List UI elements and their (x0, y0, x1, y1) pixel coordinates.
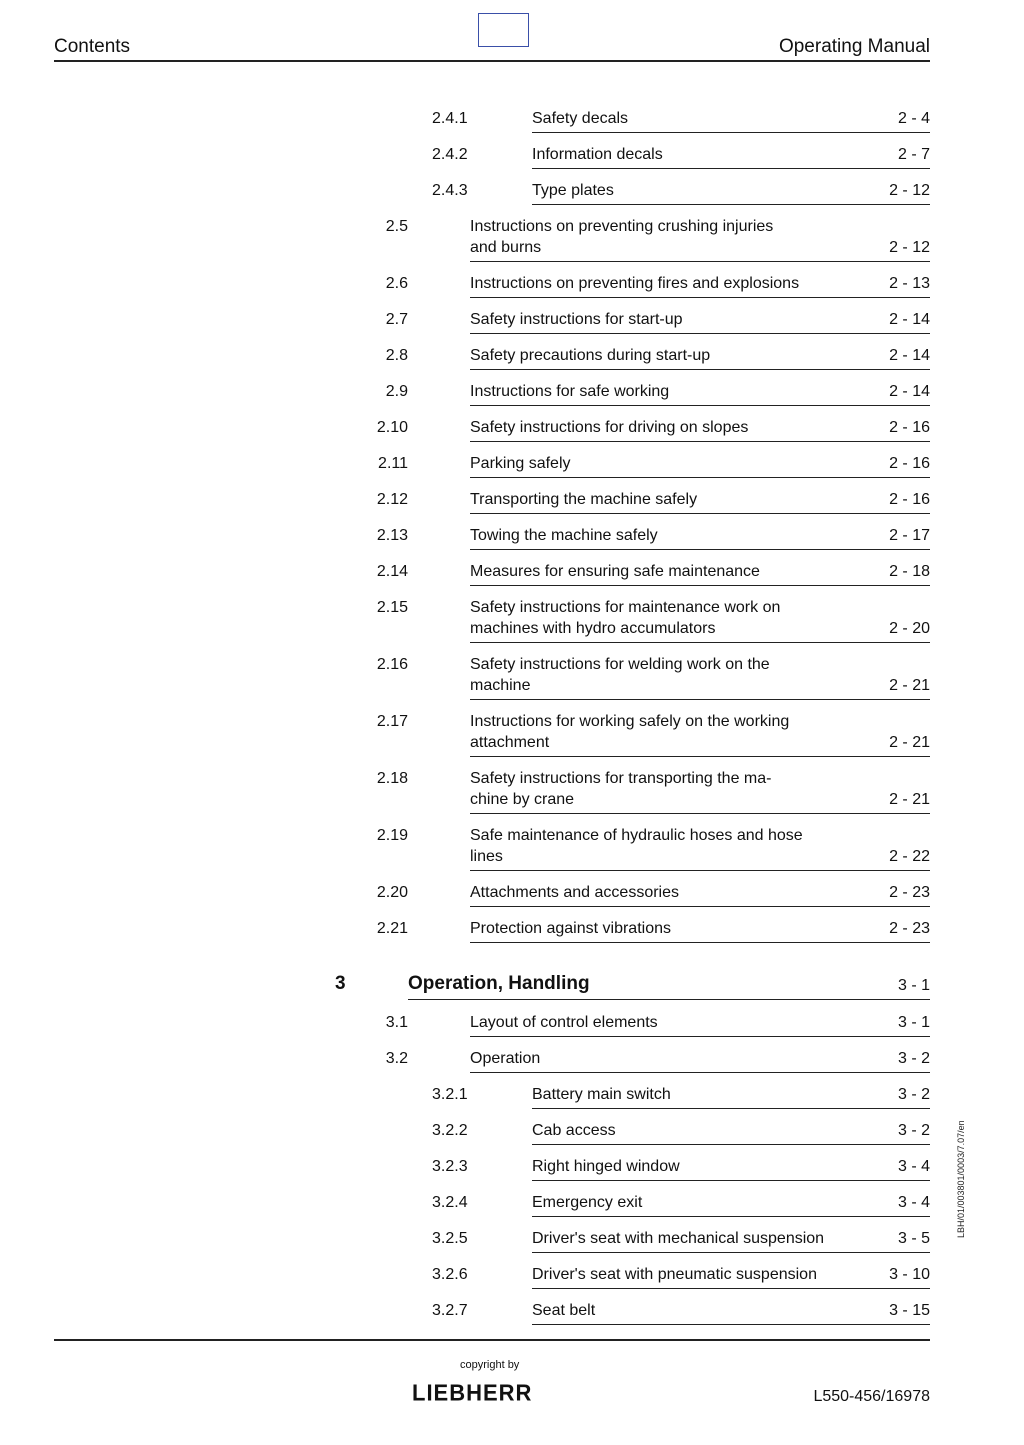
toc-entry-title-line: Battery main switch (532, 1086, 671, 1103)
toc-entry[interactable] (432, 144, 930, 169)
toc-entry-title (532, 1264, 850, 1285)
toc-entry-rule (470, 369, 930, 370)
toc-entry-title (532, 1156, 850, 1177)
toc-entry-title (532, 1084, 850, 1105)
toc-entry[interactable] (376, 597, 930, 643)
toc-entry-page: 2 - 7 (897, 146, 930, 163)
toc-entry-rule (532, 1252, 930, 1253)
toc-entry-title-line: Towing the machine safely (470, 527, 658, 544)
toc-entry-number: 3.2.3 (432, 1158, 468, 1175)
toc-entry-page: 3 - 5 (897, 1230, 930, 1247)
toc-entry-title-line: Cab access (532, 1122, 616, 1139)
toc-entry-number: 3 (335, 973, 346, 994)
toc-entry[interactable] (376, 918, 930, 943)
copyright-text: copyright by (460, 1359, 520, 1371)
toc-entry[interactable] (385, 1012, 930, 1037)
document-code: L550-456/16978 (813, 1388, 930, 1405)
toc-entry[interactable] (385, 309, 930, 334)
toc-entry-title-line: lines (470, 848, 503, 865)
toc-entry-number: 3.2.5 (432, 1230, 468, 1247)
toc-entry-number: 2.10 (376, 419, 408, 436)
toc-entry[interactable] (376, 489, 930, 514)
toc-entry-page: 2 - 14 (889, 347, 930, 364)
toc-entry-title-line: Protection against vibrations (470, 920, 671, 937)
toc-entry-title (532, 144, 850, 165)
toc-entry-page: 2 - 21 (889, 677, 930, 694)
toc-entry-rule (470, 942, 930, 943)
toc-entry-page: 2 - 14 (889, 383, 930, 400)
toc-entry-title (470, 216, 850, 258)
toc-entry-number: 2.7 (385, 311, 408, 328)
toc-entry-number: 3.2.6 (432, 1266, 468, 1283)
toc-entry-title-line: Transporting the machine safely (470, 491, 698, 508)
toc-entry-page: 2 - 13 (889, 275, 930, 292)
toc-entry-number: 2.19 (376, 827, 408, 844)
toc-entry-title-line: machine (470, 677, 531, 694)
toc-entry-title (470, 345, 850, 366)
toc-entry-number: 3.2.4 (432, 1194, 468, 1211)
toc-entry-title-line: Layout of control elements (470, 1014, 658, 1031)
toc-entry-rule (470, 906, 930, 907)
toc-entry-title (532, 180, 850, 201)
toc-entry-title (470, 309, 850, 330)
header-right-title: Operating Manual (778, 36, 930, 57)
toc-entry-number: 2.18 (376, 770, 408, 787)
toc-entry[interactable] (376, 825, 930, 871)
toc-entry-number: 2.14 (376, 563, 408, 580)
toc-entry-title-line: attachment (470, 734, 550, 751)
toc-entry-page: 2 - 4 (897, 110, 930, 127)
toc-entry-title (470, 882, 850, 903)
toc-entry[interactable] (385, 216, 930, 262)
toc-entry-title (470, 561, 850, 582)
toc-entry-page: 2 - 16 (889, 419, 930, 436)
toc-entry-rule (470, 699, 930, 700)
toc-entry-number: 2.9 (385, 383, 408, 400)
toc-entry-rule (470, 756, 930, 757)
toc-entry-rule (408, 999, 930, 1000)
toc-entry-number: 2.13 (376, 527, 408, 544)
toc-entry-rule (470, 261, 930, 262)
toc-entry-number: 3.1 (385, 1014, 408, 1031)
toc-entry-title-line: Safety instructions for maintenance work on (470, 599, 781, 616)
toc-entry-number: 2.15 (376, 599, 408, 616)
toc-entry-number: 3.2.7 (432, 1302, 468, 1319)
toc-entry-title (532, 1192, 850, 1213)
toc-entry[interactable] (432, 1156, 930, 1181)
toc-entry-page: 3 - 1 (897, 977, 930, 994)
toc-entry-page: 3 - 2 (897, 1086, 930, 1103)
toc-entry-title-line: Type plates (532, 182, 614, 199)
toc-entry-title (408, 973, 850, 994)
toc-entry-title-line: Safety instructions for welding work on the (470, 656, 770, 673)
toc-entry-page: 3 - 2 (897, 1050, 930, 1067)
header-rule (54, 60, 930, 62)
toc-entry-rule (532, 1216, 930, 1217)
toc-entry-title (532, 108, 850, 129)
toc-entry-title-line: chine by crane (470, 791, 575, 808)
toc-entry-number: 2.4.1 (432, 110, 468, 127)
toc-entry[interactable] (376, 561, 930, 586)
toc-entry-rule (470, 405, 930, 406)
toc-entry[interactable] (376, 525, 930, 550)
toc-entry-title (470, 273, 850, 294)
toc-entry-title (470, 711, 850, 753)
toc-entry-rule (532, 1288, 930, 1289)
toc-entry-number: 2.11 (378, 455, 408, 472)
toc-entry-title-line: Operation, Handling (408, 973, 590, 994)
toc-entry-number: 2.4.2 (432, 146, 468, 163)
toc-entry-page: 3 - 4 (897, 1194, 930, 1211)
toc-entry-rule (470, 1072, 930, 1073)
toc-entry-title (470, 381, 850, 402)
toc-entry[interactable] (385, 273, 930, 298)
toc-entry-rule (470, 1036, 930, 1037)
toc-entry-rule (532, 204, 930, 205)
toc-entry-title-line: Driver's seat with mechanical suspension (532, 1230, 825, 1247)
toc-entry-page: 2 - 18 (889, 563, 930, 580)
toc-entry[interactable] (432, 180, 930, 205)
toc-entry-title (532, 1120, 850, 1141)
toc-entry-title (470, 918, 850, 939)
toc-entry-number: 2.16 (376, 656, 408, 673)
toc-entry-title-line: Operation (470, 1050, 541, 1067)
header-left-title: Contents (54, 36, 131, 57)
toc-entry-rule (470, 549, 930, 550)
toc-entry-page: 2 - 20 (889, 620, 930, 637)
toc-entry-title-line: Safe maintenance of hydraulic hoses and hose (470, 827, 803, 844)
toc-entry-title (470, 1012, 850, 1033)
toc-entry[interactable] (385, 381, 930, 406)
toc-entry-page: 2 - 23 (889, 920, 930, 937)
toc-entry-rule (470, 297, 930, 298)
toc-entry[interactable] (432, 108, 930, 133)
toc-entry-page: 2 - 12 (889, 239, 930, 256)
toc-entry-title-line: Instructions for working safely on the working (470, 713, 790, 730)
toc-entry-title (470, 453, 850, 474)
toc-entry-title (470, 1048, 850, 1069)
toc-entry-title-line: machines with hydro accumulators (470, 620, 716, 637)
toc-entry-rule (532, 132, 930, 133)
toc-entry-number: 2.12 (376, 491, 408, 508)
liebherr-logo: LIEBHERR (412, 1379, 533, 1406)
toc-entry-title-line: Safety precautions during start-up (470, 347, 711, 364)
toc-entry-title-line: Information decals (532, 146, 663, 163)
toc-entry-title (470, 489, 850, 510)
toc-entry-page: 2 - 16 (889, 491, 930, 508)
toc-entry-title-line: Measures for ensuring safe maintenance (470, 563, 760, 580)
toc-entry-rule (470, 870, 930, 871)
toc-entry[interactable] (378, 453, 930, 478)
toc-entry[interactable] (376, 711, 930, 757)
toc-entry-number: 2.5 (385, 218, 408, 235)
toc-entry-title (470, 417, 850, 438)
toc-entry-page: 3 - 1 (897, 1014, 930, 1031)
toc-entry-title (532, 1300, 850, 1321)
toc-entry[interactable] (376, 417, 930, 442)
toc-entry-title-line: Emergency exit (532, 1194, 643, 1211)
toc-entry-number: 2.20 (376, 884, 408, 901)
toc-entry[interactable] (432, 1264, 930, 1289)
toc-entry-rule (532, 168, 930, 169)
toc-entry-title (470, 825, 850, 867)
toc-entry[interactable] (376, 882, 930, 907)
toc-entry[interactable] (376, 768, 930, 814)
toc-entry-title-line: Attachments and accessories (470, 884, 679, 901)
toc-entry[interactable] (376, 654, 930, 700)
toc-entry[interactable] (385, 345, 930, 370)
toc-entry-number: 2.4.3 (432, 182, 468, 199)
toc-entry-title-line: Seat belt (532, 1302, 596, 1319)
toc-entry-number: 3.2.1 (432, 1086, 468, 1103)
toc-entry-title (470, 768, 850, 810)
toc-entry-page: 3 - 4 (897, 1158, 930, 1175)
toc-entry-number: 2.8 (385, 347, 408, 364)
toc-entry-rule (532, 1108, 930, 1109)
toc-entry-title-line: Parking safely (470, 455, 571, 472)
toc-entry-page: 2 - 21 (889, 734, 930, 751)
toc-entry-title-line: Instructions on preventing fires and explosions (470, 275, 800, 292)
toc-entry-rule (470, 333, 930, 334)
toc-entry-page: 3 - 10 (889, 1266, 930, 1283)
toc-entry-title-line: and burns (470, 239, 542, 256)
toc-entry-page: 2 - 22 (889, 848, 930, 865)
toc-entry-rule (470, 813, 930, 814)
toc-entry-page: 2 - 12 (889, 182, 930, 199)
toc-entry-number: 3.2 (385, 1050, 408, 1067)
toc-entry-title-line: Safety instructions for transporting the ma- (470, 770, 772, 787)
toc-entry[interactable] (385, 1048, 930, 1073)
toc-entry-page: 2 - 21 (889, 791, 930, 808)
toc-entry-rule (532, 1144, 930, 1145)
toc-entry[interactable] (432, 1192, 930, 1217)
toc-entry-title-line: Instructions on preventing crushing injuries (470, 218, 774, 235)
toc-entry-number: 2.17 (376, 713, 408, 730)
toc-entry-page: 2 - 14 (889, 311, 930, 328)
toc-entry-title-line: Safety instructions for start-up (470, 311, 683, 328)
toc-entry-number: 3.2.2 (432, 1122, 468, 1139)
toc-entry-rule (470, 477, 930, 478)
toc-entry-title (532, 1228, 850, 1249)
toc-entry-rule (532, 1324, 930, 1325)
toc-entry[interactable] (432, 1120, 930, 1145)
toc-entry-number: 2.6 (385, 275, 408, 292)
toc-entry-rule (470, 585, 930, 586)
toc-entry-rule (470, 513, 930, 514)
toc-entry-title-line: Safety decals (532, 110, 629, 127)
toc-entry[interactable] (432, 1084, 930, 1109)
toc-entry-title (470, 654, 850, 696)
toc-entry-number: 2.21 (376, 920, 408, 937)
toc-entry-rule (532, 1180, 930, 1181)
toc-entry-title-line: Safety instructions for driving on slopes (470, 419, 749, 436)
toc-entry-page: 2 - 17 (889, 527, 930, 544)
toc-entry-page: 2 - 16 (889, 455, 930, 472)
toc-entry-page: 2 - 23 (889, 884, 930, 901)
toc-entry-title (470, 597, 850, 639)
toc-entry-rule (470, 642, 930, 643)
toc-entry-title-line: Instructions for safe working (470, 383, 670, 400)
toc-entry-page: 3 - 2 (897, 1122, 930, 1139)
toc-entry-title-line: Driver's seat with pneumatic suspension (532, 1266, 817, 1283)
header-placeholder-box (478, 13, 529, 47)
toc-entry-page: 3 - 15 (889, 1302, 930, 1319)
toc-entry[interactable] (335, 973, 930, 1000)
toc-entry[interactable] (432, 1300, 930, 1325)
toc-entry-rule (470, 441, 930, 442)
toc-entry[interactable] (432, 1228, 930, 1253)
toc-entry-title-line: Right hinged window (532, 1158, 680, 1175)
side-document-code: LBH/01/003801/0003/7.07/en (956, 1120, 966, 1238)
toc-entry-title (470, 525, 850, 546)
footer-rule (54, 1339, 930, 1341)
